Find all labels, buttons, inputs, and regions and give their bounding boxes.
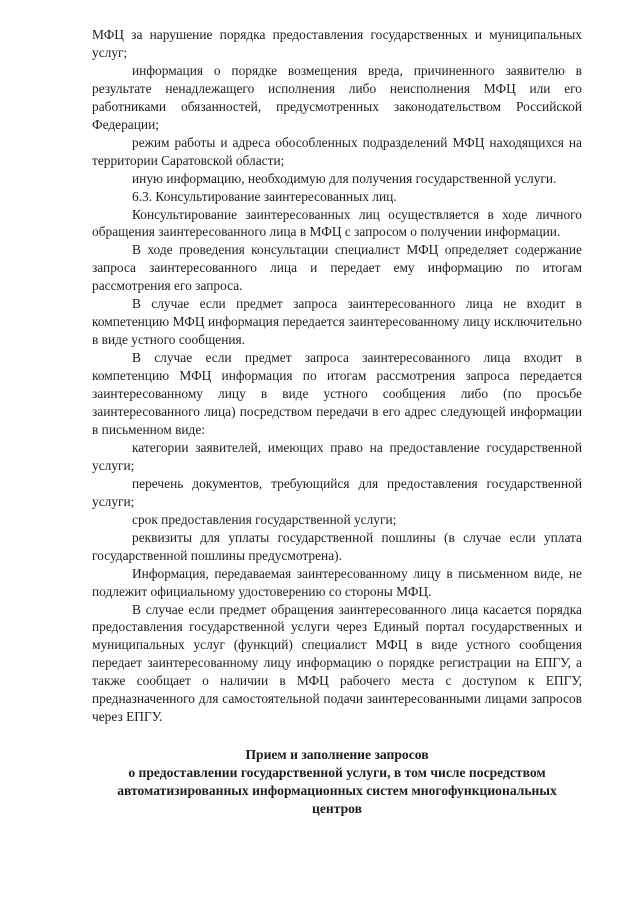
paragraph: В случае если предмет запроса заинтересованного лица не входит в компетенцию МФЦ информация передается заинтересованному лицу исключительно в виде устного сообщения. <box>92 296 582 348</box>
heading-line: Прием и заполнение запросов <box>245 747 429 762</box>
paragraph: категории заявителей, имеющих право на предоставление государственной услуги; <box>92 439 582 473</box>
paragraph: МФЦ за нарушение порядка предоставления государственных и муниципальных услуг; <box>92 27 582 60</box>
section-heading <box>92 746 582 818</box>
paragraph: реквизиты для уплаты государственной пошлины (в случае если уплата государственной пошлины предусмотрена). <box>92 529 582 563</box>
paragraph: режим работы и адреса обособленных подразделений МФЦ находящихся на территории Саратовской области; <box>92 134 582 168</box>
paragraph: срок предоставления государственной услуги; <box>132 511 397 527</box>
heading-line: о предоставлении государственной услуги, в том числе посредством <box>128 765 546 780</box>
paragraph: перечень документов, требующийся для предоставления государственной услуги; <box>92 475 582 509</box>
paragraph: В случае если предмет запроса заинтересованного лица входит в компетенцию МФЦ информация по итогам рассмотрения запроса передается заинтересованному лицу в виде устного сообщения либо (по просьбе заинтересованного лица) посредством передачи в его адрес следующей информации в письменном виде: <box>92 350 582 437</box>
paragraph: В случае если предмет обращения заинтересованного лица касается порядка предоставления государственной услуги через Единый портал государственных и муниципальных услуг (функций) специалист МФЦ в виде устного сообщения передает заинтересованному лицу информацию о порядке регистрации на ЕПГУ, а также сообщает о наличии в МФЦ рабочего места с доступом к ЕПГУ, предназначенного для самостоятельной подачи заинтересованными лицами запросов через ЕПГУ. <box>92 601 582 725</box>
paragraph: Информация, передаваемая заинтересованному лицу в письменном виде, не подлежит официальному удостоверению со стороны МФЦ. <box>92 565 582 599</box>
heading-line: автоматизированных информационных систем многофункциональных <box>117 783 557 798</box>
paragraph: иную информацию, необходимую для получения государственной услуги. <box>132 170 557 186</box>
heading-line: центров <box>312 801 362 816</box>
paragraph: 6.3. Консультирование заинтересованных лиц. <box>132 188 397 204</box>
paragraph: информация о порядке возмещения вреда, причиненного заявителю в результате ненадлежащего исполнения либо неисполнения МФЦ или его работниками обязанностей, предусмотренных законодательством Российской Федерации; <box>92 62 582 132</box>
paragraph: В ходе проведения консультации специалист МФЦ определяет содержание запроса заинтересованного лица и передает ему информацию по итогам рассмотрения его запроса. <box>92 242 582 294</box>
document-body <box>92 26 582 726</box>
paragraph: Консультирование заинтересованных лиц осуществляется в ходе личного обращения заинтересованного лица в МФЦ с запросом о получении информации. <box>92 206 582 240</box>
